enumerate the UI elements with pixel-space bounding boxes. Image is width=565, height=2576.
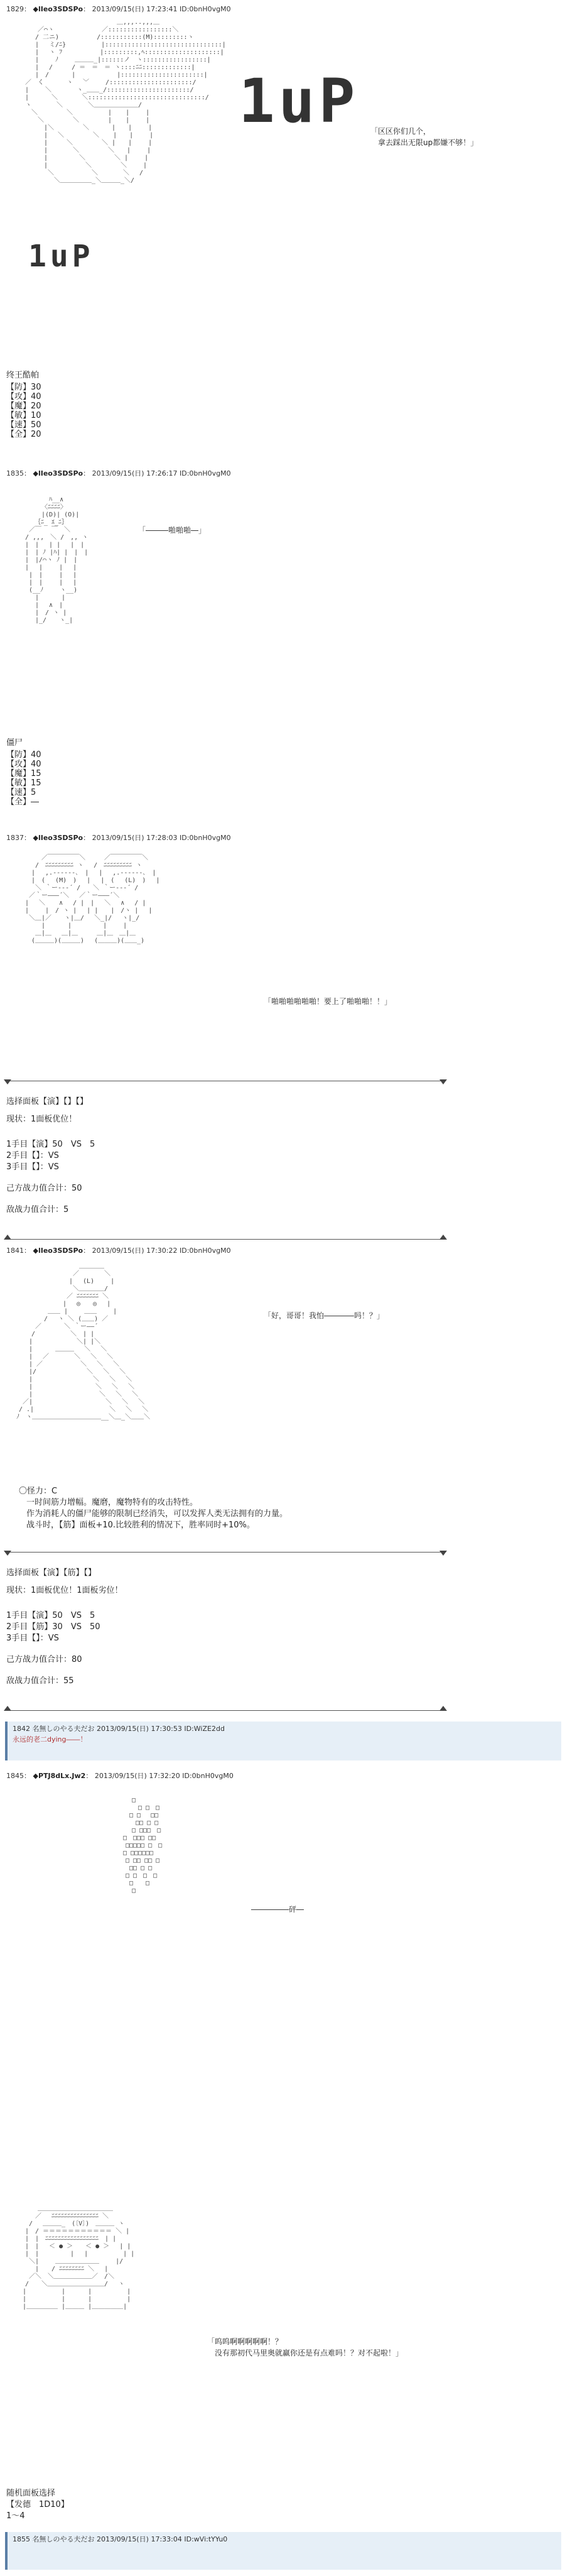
post-header: 1841： ◆lIeo3SDSPo： 2013/09/15(日) 17:30:22 ID:0bnH0vgM0 [6, 1247, 231, 1255]
post-number: 1835 [6, 469, 24, 478]
speech-bubble: 「区区你们几个， 拿去踩出无限up都嫌不够！」 [370, 127, 478, 147]
reply-quote [5, 2532, 561, 2570]
random-range: 1～4 [6, 2511, 25, 2521]
skill-line: 一时间筋力增幅。魔磨，魔物特有的攻击特性。 [26, 1498, 198, 1507]
ally-total: 己方战力值合计：80 [6, 1655, 82, 1664]
random-dice: 【发德 1D10】 [6, 2500, 69, 2509]
triangle-down-icon [439, 1079, 447, 1084]
stat-line: 【魔】20 [6, 401, 41, 411]
section-divider [5, 1710, 446, 1711]
section-divider [5, 1239, 446, 1240]
one-up-large: 1uP [239, 66, 359, 136]
triangle-down-icon [4, 1551, 11, 1556]
stat-line: 【攻】40 [6, 392, 41, 401]
skill-description [19, 1486, 288, 1531]
stat-line: 【全】― [6, 797, 40, 807]
post-id: ID:0bnH0vgM0 [179, 834, 231, 842]
battle-panel [6, 1096, 95, 1216]
speech-bubble: 「―――啪啪啪―」 [138, 526, 207, 535]
round-row: 2手目【】：VS [6, 1151, 59, 1160]
poster-name: ◆PTJ8dLx.Jw2 [33, 1772, 86, 1780]
quote-header: 1842 名無しのやる夫だお 2013/09/15(日) 17:30:53 ID:WiZE2dd [13, 1725, 225, 1733]
poster-name: ◆lIeo3SDSPo [33, 1247, 83, 1255]
round-row: 3手目【】：VS [6, 1634, 59, 1643]
panel-status: 现状：1面板优位！1面板劣位！ [6, 1586, 123, 1595]
reply-quote [5, 1722, 561, 1760]
enemy-total: 敌战力值合计：55 [6, 1676, 74, 1686]
post-date: 2013/09/15(日) 17:30:22 [92, 1247, 178, 1255]
poster-name: ◆lIeo3SDSPo [33, 5, 83, 13]
triangle-up-icon [439, 1235, 447, 1240]
ascii-art-zombie: ﾊ__∧ 〈ﾆﾆﾆﾆ〉 |(D)| (O)| ｛ﾆ_ ｴ_ﾆ｝ ／￣ ￣ ＼ / ,,, ＼ / ,, ヽ | | | | | | | | ﾉ |ﾊ| | | | | |/⌒ヽ ﾉ | | | | | | | | | | | | | | (__ﾉ ヽ__) | | | ∧ | | / ヽ | |_/ ヽ_| [24, 496, 89, 624]
post-header: 1829： ◆lIeo3SDSPo： 2013/09/15(日) 17:23:41 ID:0bnH0vgM0 [6, 5, 231, 13]
stat-title: 终王酷帕 [6, 371, 40, 380]
stat-line: 【防】40 [6, 750, 41, 760]
poster-name: ◆lIeo3SDSPo [33, 469, 83, 478]
ascii-art-mario-jump: ＿,,,..,,,＿ ／⌒ヽ ／:::::::::::::::::＼ / 二ニ) /:::::::::::(M):::::::::ヽ | ミ/ﾆ} |:::::::::::::::::::::::::::::::| | ヽ ﾌ |:::::::::,ﾍ::::::::::::::::::::| | ﾉ ＿＿＿_|::::::ノ ヽ:::::::::::::::::| | / / ＝ ＝ ＝ ヽ::::ﾆﾆ:::::::::::::| | / | |::::::::::::::::::::::| ／ く ヽ ﹀ /::::::::::::::::::::::/ | ＼ ヽ_＿＿_/::::::::::::::::::::::/ | ＼ ＼:::::::::::::::::::::::::::::::/ ヽ ＼ ＼＿＿＿＿＿＿＿/ ＼ ＼ | | | ＼ ＼ | | | |＼ ＼ | | | | ＼ ＼ | | | | ＼ ＼ | | | | ＼ ＼ | | | ＼ ＼ | | | ＼ ＼ | ＼ ＼ ＼ / ＼＿＿＿＿＿_＼＿＿＿_＼/ [24, 19, 226, 184]
stat-line: 【速】50 [6, 420, 41, 430]
random-title: 随机面板选择 [6, 2489, 56, 2498]
stat-line: 【魔】15 [6, 769, 41, 778]
stat-block [6, 371, 41, 439]
panel-heading: 选择面板【演】【】【】 [6, 1097, 89, 1106]
stat-line: 【敏】10 [6, 411, 41, 420]
section-divider [5, 1552, 446, 1553]
post-id: ID:0bnH0vgM0 [179, 5, 231, 13]
post-id: ID:0bnH0vgM0 [182, 1772, 234, 1780]
skill-line: 战斗时，【筋】面板+10.比较胜利的情况下，胜率同时+10%。 [26, 1520, 255, 1530]
speech-bubble: ―――――砰― [251, 1905, 304, 1914]
post-id: ID:0bnH0vgM0 [179, 1247, 231, 1255]
post-date: 2013/09/15(日) 17:23:41 [92, 5, 178, 13]
panel-heading: 选择面板【演】【筋】【】 [6, 1568, 97, 1578]
speech-bubble: 「呜呜啊啊啊啊啊！？ 没有那初代马里奥就赢你还是有点难吗！？对不起啦！」 [207, 2337, 404, 2357]
speech-bubble: 「啪啪啪啪啪啪！要上了啪啪啪！！」 [264, 997, 392, 1006]
post-date: 2013/09/15(日) 17:32:20 [94, 1772, 180, 1780]
post-header: 1837： ◆lIeo3SDSPo： 2013/09/15(日) 17:28:03 ID:0bnH0vgM0 [6, 834, 231, 842]
stat-line: 【全】20 [6, 430, 41, 439]
ascii-art-blocks-figure: □ □ □ □ □ □ □□ □□ □ □ □ □□□ □ □ □□□ □□ □□□□□ □ □ □ □□□□□□ □ □□ □□ □ □□ □ □ □ □ □ □ □ □ □ [123, 1797, 163, 1894]
round-row: 2手目【筋】30 VS 50 [6, 1622, 100, 1632]
enemy-total: 敌战力值合计：5 [6, 1205, 69, 1214]
quote-body: 永远的老二dying――！ [13, 1735, 87, 1744]
stat-line: 【速】5 [6, 788, 36, 797]
one-up-small: 1uP [28, 239, 94, 274]
post-header: 1835： ◆lIeo3SDSPo： 2013/09/15(日) 17:26:17 ID:0bnH0vgM0 [6, 469, 231, 478]
skill-line: 作为消耗人的僵尸能够的限制已经消失，可以发挥人类无法拥有的力量。 [26, 1509, 288, 1519]
stat-line: 【敏】15 [6, 778, 41, 788]
post-header: 1845： ◆PTJ8dLx.Jw2： 2013/09/15(日) 17:32:20 ID:0bnH0vgM0 [6, 1772, 234, 1780]
round-row: 3手目【】：VS [6, 1162, 59, 1172]
panel-status: 现状：1面板优位！ [6, 1115, 77, 1124]
triangle-up-icon [439, 1706, 447, 1711]
post-number: 1837 [6, 834, 24, 842]
triangle-up-icon [4, 1706, 11, 1711]
triangle-down-icon [4, 1079, 11, 1084]
quote-header: 1855 名無しのやる夫だお 2013/09/15(日) 17:33:04 ID:wVi:tYYu0 [13, 2535, 228, 2543]
stat-block [6, 738, 41, 807]
triangle-down-icon [439, 1551, 447, 1556]
post-number: 1841 [6, 1247, 24, 1255]
ally-total: 己方战力值合计：50 [6, 1184, 82, 1193]
poster-name: ◆lIeo3SDSPo [33, 834, 83, 842]
stat-title: 僵尸 [6, 738, 23, 748]
ascii-art-mario-brothers: ／￣￣￣￣￣＼ ／￣￣￣￣￣＼ / ﾆﾆﾆﾆﾆﾆﾆﾆﾆ ヽ / ﾆﾆﾆﾆﾆﾆﾆﾆﾆ ヽ | ,.-‐‐‐‐-､ | | ,.-‐‐‐‐-､ | | ( (M) ) | | ( (L) ) | ＼ ｀ー‐‐‐´ / ＼ ｀ー‐‐‐´ / ／｀ー―――´＼ ／｀ー―――´＼ | ＼ ∧ / | | ＼ ∧ / | | | / ヽ | | | | /ヽ | | ＼＿|／ ヽ|＿/ ＼_|/ ヽ|_/ | | | | ＿|＿ ＿|＿ ＿|＿ ＿|＿ (＿＿＿)(＿＿＿) (＿＿＿)(＿＿_) [24, 854, 160, 944]
post-number: 1845 [6, 1772, 24, 1780]
random-panel [6, 2488, 69, 2522]
ascii-art-luigi: ＿＿＿＿ ／ ＼ | (L) | ＼＿＿＿＿/ ／ ﾆﾆﾆﾆﾆﾆﾆ ＼ | ◎ ◎ | ＿＿ | ＿＿ | / ヽ ＼ (＿＿) ／ ／ ＼ ｀ー――´ / ＼ | | | ＼| |＼ | ＿＿＿ ＼ ＼ | ／ ＼ ＼ ＼ | ／ ＼ ＼ ＼ |/ ＼ ＼ ＼ | ＼ ＼ ＼ | ＼ ＼ ＼ | ＼ ＼ ＼ ／| ＼ ＼ ＼ / .| ＼ ＼ ＼ ﾉ ヽ＿＿＿＿＿＿＿＿＿＿＿__＼＿_＼＿＿＼ [16, 1263, 151, 1421]
triangle-up-icon [4, 1235, 11, 1240]
post-id: ID:0bnH0vgM0 [179, 469, 231, 478]
round-row: 1手目【演】50 VS 5 [6, 1611, 95, 1620]
battle-panel [6, 1568, 123, 1687]
round-row: 1手目【演】50 VS 5 [6, 1140, 95, 1149]
speech-bubble: 「好，哥哥！我怕――――吗！？」 [264, 1311, 385, 1320]
post-date: 2013/09/15(日) 17:26:17 [92, 469, 178, 478]
stat-line: 【防】30 [6, 383, 41, 392]
post-number: 1829 [6, 5, 24, 13]
ascii-art-helmet-face: ＿＿＿＿＿＿＿＿＿＿＿＿ ／ ﾆﾆﾆﾆﾆﾆﾆﾆﾆﾆﾆﾆﾆﾆﾆ ＼ / ＿＿＿_ (〔V〕) ＿＿＿ ヽ | / ＝＝＝＝＝＝＝＝＝＝＝ ＼ | | | ﾆﾆﾆﾆﾆﾆﾆﾆﾆﾆﾆﾆﾆﾆﾆﾆﾆ | | | | ＜ ● ＞ ＜ ● ＞ | | | | | | | | ＼| ＿＿＿＿＿＿＿ |/ | / ﾆﾆﾆﾆﾆﾆﾆﾆ ＼ | ／＼ ＼＿＿＿＿＿＿／ /＼ / ＼＿＿＿＿＿＿＿＿＿/ ヽ | | | | | | | | |＿＿＿＿＿ |＿＿＿ |＿＿＿＿＿| [23, 2205, 135, 2310]
stat-line: 【攻】40 [6, 760, 41, 769]
skill-title: 〇怪力：C [19, 1487, 58, 1496]
post-date: 2013/09/15(日) 17:28:03 [92, 834, 178, 842]
